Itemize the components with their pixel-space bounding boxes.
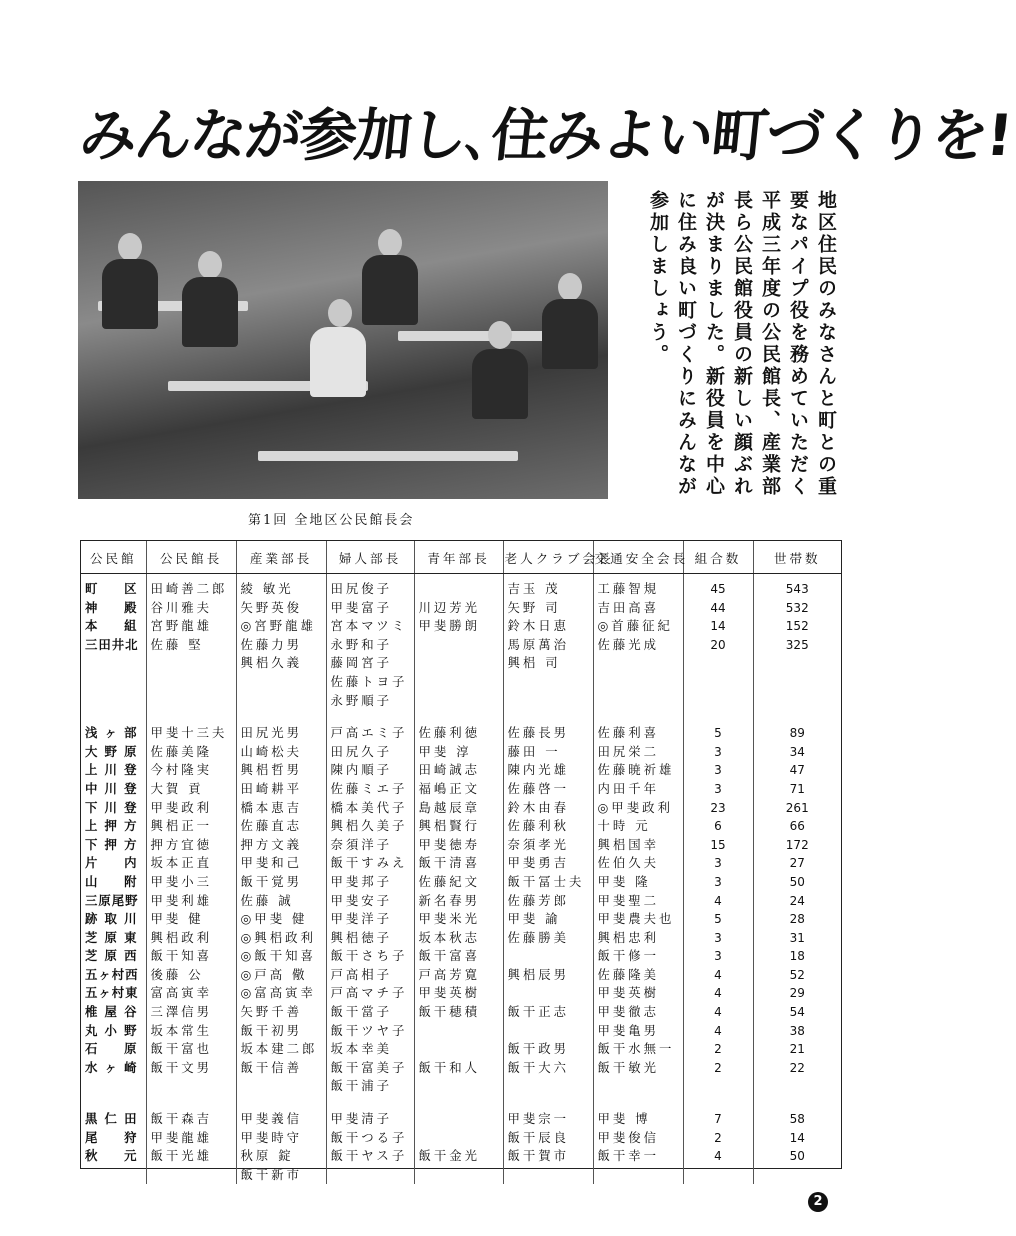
table-row xyxy=(81,1096,841,1129)
count-cell: 3 xyxy=(683,873,753,892)
name-cell: 甲斐 博 xyxy=(593,1096,683,1129)
name-cell: 田尻栄二 xyxy=(593,743,683,762)
column-header: 老人クラブ会長 xyxy=(503,541,593,574)
column-header: 婦人部長 xyxy=(326,541,414,574)
name-cell: 永野和子 藤岡宮子 佐藤トヨ子 永野順子 xyxy=(326,636,414,710)
name-cell: 甲斐 健 xyxy=(146,910,236,929)
count-cell: 50 xyxy=(789,874,805,889)
name-cell: 島越辰章 xyxy=(414,799,503,818)
table-row xyxy=(81,1147,841,1184)
table-row xyxy=(81,873,841,892)
name-cell: ◎首藤征紀 xyxy=(593,617,683,636)
name-cell: 甲斐俊信 xyxy=(593,1129,683,1148)
district-cell: 水ヶ崎 xyxy=(81,1059,146,1096)
district-cell: 丸小野 xyxy=(81,1022,146,1041)
name-cell xyxy=(414,1040,503,1059)
column-header: 公民館 xyxy=(81,541,146,574)
name-cell: 甲斐和己 xyxy=(236,854,326,873)
name-cell: 飯干文男 xyxy=(146,1059,236,1096)
name-cell: 甲斐宗一 xyxy=(503,1096,593,1129)
name-cell: 坂本常生 xyxy=(146,1022,236,1041)
name-cell: 佐藤利秋 xyxy=(503,817,593,836)
name-cell: 佐藤 誠 xyxy=(236,892,326,911)
name-cell: 飯干つる子 xyxy=(326,1129,414,1148)
name-cell: 飯干穂積 xyxy=(414,1003,503,1022)
count-cell: 22 xyxy=(789,1060,805,1075)
count-cell: 2 xyxy=(683,1129,753,1148)
table-row xyxy=(81,1040,841,1059)
name-cell: 甲斐清子 xyxy=(326,1096,414,1129)
name-cell: 甲斐龍雄 xyxy=(146,1129,236,1148)
name-cell: 三澤信男 xyxy=(146,1003,236,1022)
name-cell: 佐伯久夫 xyxy=(593,854,683,873)
count-cell: 15 xyxy=(683,836,753,855)
name-cell: 飯干辰良 xyxy=(503,1129,593,1148)
district-cell: 下川登 xyxy=(81,799,146,818)
name-cell: 矢野 司 xyxy=(503,599,593,618)
name-cell: 飯干修一 xyxy=(593,947,683,966)
count-cell: 18 xyxy=(789,949,805,964)
name-cell: 飯干富喜 xyxy=(414,947,503,966)
table-row xyxy=(81,984,841,1003)
name-cell: 新名春男 xyxy=(414,892,503,911)
name-cell: 甲斐洋子 xyxy=(326,910,414,929)
name-cell xyxy=(503,984,593,1003)
table-row xyxy=(81,1059,841,1096)
name-cell: 田尻久子 xyxy=(326,743,414,762)
name-cell: 佐藤力男 興梠久義 xyxy=(236,636,326,710)
count-cell: 31 xyxy=(789,930,805,945)
table-row xyxy=(81,617,841,636)
officers-table xyxy=(81,541,841,1184)
name-cell: 甲斐義信 xyxy=(236,1096,326,1129)
name-cell: 陳内順子 xyxy=(326,761,414,780)
name-cell: 十時 元 xyxy=(593,817,683,836)
name-cell: 田崎誠志 xyxy=(414,761,503,780)
name-cell: 佐藤美隆 xyxy=(146,743,236,762)
name-cell: 興梠徳子 xyxy=(326,929,414,948)
name-cell: 矢野千善 xyxy=(236,1003,326,1022)
count-cell: 4 xyxy=(683,1147,753,1184)
column-header: 交通安全会長 xyxy=(593,541,683,574)
name-cell xyxy=(414,636,503,710)
name-cell: 飯干ツヤ子 xyxy=(326,1022,414,1041)
count-cell: 28 xyxy=(789,912,805,927)
name-cell: 飯干水無一 xyxy=(593,1040,683,1059)
table-row xyxy=(81,817,841,836)
name-cell: 興梠久美子 xyxy=(326,817,414,836)
name-cell xyxy=(414,1022,503,1041)
district-cell: 中川登 xyxy=(81,780,146,799)
column-header: 世帯数 xyxy=(753,541,841,574)
name-cell: 福嶋正文 xyxy=(414,780,503,799)
name-cell: 戸高エミ子 xyxy=(326,710,414,743)
name-cell: 押方宜徳 xyxy=(146,836,236,855)
name-cell: 佐藤啓一 xyxy=(503,780,593,799)
count-cell: 3 xyxy=(683,761,753,780)
name-cell: 甲斐小三 xyxy=(146,873,236,892)
count-cell: 89 xyxy=(789,726,805,741)
name-cell: 吉玉 茂 xyxy=(503,574,593,599)
name-cell: 押方文義 xyxy=(236,836,326,855)
name-cell: 甲斐徹志 xyxy=(593,1003,683,1022)
name-cell: 飯干敏光 xyxy=(593,1059,683,1096)
name-cell: 飯干富也 xyxy=(146,1040,236,1059)
count-cell: 2 xyxy=(683,1059,753,1096)
name-cell: 富高寅幸 xyxy=(146,984,236,1003)
name-cell: 興梠哲男 xyxy=(236,761,326,780)
table-row xyxy=(81,836,841,855)
name-cell: 興梠政利 xyxy=(146,929,236,948)
name-cell: 甲斐邦子 xyxy=(326,873,414,892)
name-cell: 大賀 貢 xyxy=(146,780,236,799)
district-cell: 町区 xyxy=(81,574,146,599)
count-cell: 66 xyxy=(789,819,805,834)
name-cell: 坂本建二郎 xyxy=(236,1040,326,1059)
name-cell: 興梠忠利 xyxy=(593,929,683,948)
count-cell: 261 xyxy=(785,800,809,815)
district-cell: 石原 xyxy=(81,1040,146,1059)
count-cell: 58 xyxy=(789,1112,805,1127)
count-cell: 325 xyxy=(785,637,809,652)
name-cell: 興梠賢行 xyxy=(414,817,503,836)
name-cell: 佐藤勝美 xyxy=(503,929,593,948)
name-cell: 飯干初男 xyxy=(236,1022,326,1041)
count-cell: 3 xyxy=(683,947,753,966)
name-cell: 甲斐政利 xyxy=(146,799,236,818)
table-row xyxy=(81,799,841,818)
name-cell: 興梠正一 xyxy=(146,817,236,836)
name-cell: 奈須孝光 xyxy=(503,836,593,855)
name-cell: 橋本恵吉 xyxy=(236,799,326,818)
name-cell: 佐藤芳郎 xyxy=(503,892,593,911)
name-cell: 坂本秋志 xyxy=(414,929,503,948)
count-cell: 20 xyxy=(683,636,753,710)
table-row xyxy=(81,574,841,599)
name-cell: 飯干ヤス子 xyxy=(326,1147,414,1184)
name-cell: 鈴木日恵 xyxy=(503,617,593,636)
name-cell: 飯干信善 xyxy=(236,1059,326,1096)
count-cell: 38 xyxy=(789,1023,805,1038)
district-cell: 三原尾野 xyxy=(81,892,146,911)
name-cell: 飯干金光 xyxy=(414,1147,503,1184)
name-cell: 工藤智規 xyxy=(593,574,683,599)
name-cell: 甲斐英樹 xyxy=(414,984,503,1003)
column-header: 産業部長 xyxy=(236,541,326,574)
name-cell: 矢野英俊 xyxy=(236,599,326,618)
page-headline: みんなが参加し､住みよい町づくりを! xyxy=(76,103,1014,169)
district-cell: 片内 xyxy=(81,854,146,873)
table-row xyxy=(81,1003,841,1022)
name-cell: 飯干さち子 xyxy=(326,947,414,966)
count-cell: 4 xyxy=(683,1022,753,1041)
table-row xyxy=(81,966,841,985)
count-cell: 24 xyxy=(789,893,805,908)
name-cell: ◎甲斐 健 xyxy=(236,910,326,929)
name-cell: 飯干和人 xyxy=(414,1059,503,1096)
name-cell: 田崎耕平 xyxy=(236,780,326,799)
name-cell: 甲斐農夫也 xyxy=(593,910,683,929)
meeting-photo xyxy=(78,181,608,499)
name-cell: 甲斐勇吉 xyxy=(503,854,593,873)
intro-text: 地区住民のみなさんと町との重要なパイプ役を務めていただく平成三年度の公民館長、産業部長ら公民館役員の新しい顔ぶれが決まりました。新役員を中心に住み良い町づくりにみんなが参加しましょう。 xyxy=(647,190,837,498)
column-header: 組合数 xyxy=(683,541,753,574)
count-cell: 4 xyxy=(683,984,753,1003)
district-cell: 上川登 xyxy=(81,761,146,780)
name-cell: 飯干光雄 xyxy=(146,1147,236,1184)
name-cell: 佐藤隆美 xyxy=(593,966,683,985)
name-cell: 興梠国幸 xyxy=(593,836,683,855)
table-row xyxy=(81,910,841,929)
count-cell: 50 xyxy=(789,1149,805,1164)
name-cell: 谷川雅夫 xyxy=(146,599,236,618)
name-cell: 鈴木由春 xyxy=(503,799,593,818)
name-cell xyxy=(503,947,593,966)
table-row xyxy=(81,636,841,710)
name-cell: ◎興梠政利 xyxy=(236,929,326,948)
count-cell: 27 xyxy=(789,856,805,871)
count-cell: 6 xyxy=(683,817,753,836)
district-cell: 芝原東 xyxy=(81,929,146,948)
count-cell: 54 xyxy=(789,1005,805,1020)
district-cell: 上押方 xyxy=(81,817,146,836)
name-cell: 甲斐徳寿 xyxy=(414,836,503,855)
table-row xyxy=(81,780,841,799)
name-cell: 今村隆実 xyxy=(146,761,236,780)
district-cell: 神殿 xyxy=(81,599,146,618)
count-cell: 5 xyxy=(683,910,753,929)
district-cell: 五ヶ村西 xyxy=(81,966,146,985)
name-cell: 田尻俊子 xyxy=(326,574,414,599)
name-cell: 佐藤紀文 xyxy=(414,873,503,892)
name-cell: 戸高相子 xyxy=(326,966,414,985)
district-cell: 芝原西 xyxy=(81,947,146,966)
name-cell xyxy=(414,1129,503,1148)
count-cell: 152 xyxy=(785,619,809,634)
name-cell: 飯干幸一 xyxy=(593,1147,683,1184)
count-cell: 543 xyxy=(785,582,809,596)
name-cell: 佐藤暁祈雄 xyxy=(593,761,683,780)
name-cell: 山崎松夫 xyxy=(236,743,326,762)
name-cell: 宮野龍雄 xyxy=(146,617,236,636)
count-cell: 47 xyxy=(789,763,805,778)
count-cell: 172 xyxy=(785,837,809,852)
count-cell: 7 xyxy=(683,1096,753,1129)
count-cell: 3 xyxy=(683,780,753,799)
count-cell: 4 xyxy=(683,966,753,985)
column-header: 公民館長 xyxy=(146,541,236,574)
name-cell: 佐藤利喜 xyxy=(593,710,683,743)
district-cell: 秋元 xyxy=(81,1147,146,1184)
name-cell: 戸高マチ子 xyxy=(326,984,414,1003)
count-cell: 4 xyxy=(683,892,753,911)
name-cell: ◎甲斐政利 xyxy=(593,799,683,818)
name-cell: 吉田高喜 xyxy=(593,599,683,618)
table-row xyxy=(81,743,841,762)
count-cell: 52 xyxy=(789,967,805,982)
name-cell: 飯干清喜 xyxy=(414,854,503,873)
district-cell: 五ヶ村東 xyxy=(81,984,146,1003)
name-cell: 興梠辰男 xyxy=(503,966,593,985)
count-cell: 3 xyxy=(683,854,753,873)
name-cell: 戸高芳寛 xyxy=(414,966,503,985)
name-cell: 飯干知喜 xyxy=(146,947,236,966)
name-cell: 川辺芳光 xyxy=(414,599,503,618)
name-cell: 飯干正志 xyxy=(503,1003,593,1022)
table-row xyxy=(81,947,841,966)
name-cell: 佐藤利徳 xyxy=(414,710,503,743)
name-cell: 甲斐安子 xyxy=(326,892,414,911)
table-row xyxy=(81,1022,841,1041)
name-cell: 佐藤長男 xyxy=(503,710,593,743)
district-cell: 浅ヶ部 xyxy=(81,710,146,743)
name-cell: 佐藤ミエ子 xyxy=(326,780,414,799)
name-cell: 陳内光雄 xyxy=(503,761,593,780)
page-number: 2 xyxy=(808,1192,828,1212)
count-cell: 5 xyxy=(683,710,753,743)
count-cell: 14 xyxy=(683,617,753,636)
district-cell: 下押方 xyxy=(81,836,146,855)
name-cell: ◎宮野龍雄 xyxy=(236,617,326,636)
name-cell: 甲斐富子 xyxy=(326,599,414,618)
name-cell: 甲斐 諭 xyxy=(503,910,593,929)
name-cell: 坂本幸美 xyxy=(326,1040,414,1059)
district-cell: 跡取川 xyxy=(81,910,146,929)
count-cell: 71 xyxy=(789,781,805,796)
district-cell: 大野原 xyxy=(81,743,146,762)
table-row xyxy=(81,761,841,780)
district-cell: 黒仁田 xyxy=(81,1096,146,1129)
name-cell: ◎富高寅幸 xyxy=(236,984,326,1003)
name-cell: 飯干大六 xyxy=(503,1059,593,1096)
table-row xyxy=(81,1129,841,1148)
name-cell: 甲斐十三夫 xyxy=(146,710,236,743)
name-cell: 内田千年 xyxy=(593,780,683,799)
name-cell: 飯干政男 xyxy=(503,1040,593,1059)
name-cell: 田崎善二郎 xyxy=(146,574,236,599)
table-row xyxy=(81,854,841,873)
name-cell xyxy=(414,1096,503,1129)
name-cell: 甲斐 隆 xyxy=(593,873,683,892)
count-cell: 34 xyxy=(789,744,805,759)
name-cell: 宮本マツミ xyxy=(326,617,414,636)
name-cell: 飯干當子 xyxy=(326,1003,414,1022)
name-cell: 田尻光男 xyxy=(236,710,326,743)
table-row xyxy=(81,599,841,618)
table-row xyxy=(81,710,841,743)
count-cell: 14 xyxy=(789,1130,805,1145)
name-cell xyxy=(503,1022,593,1041)
table-header-row xyxy=(81,541,841,574)
name-cell: 秋原 錠 飯干新市 xyxy=(236,1147,326,1184)
district-cell: 山附 xyxy=(81,873,146,892)
count-cell: 4 xyxy=(683,1003,753,1022)
name-cell: 飯干森吉 xyxy=(146,1096,236,1129)
name-cell: 飯干覚男 xyxy=(236,873,326,892)
count-cell: 3 xyxy=(683,929,753,948)
name-cell: 甲斐時守 xyxy=(236,1129,326,1148)
name-cell: 馬原萬治 興梠 司 xyxy=(503,636,593,710)
name-cell: 飯干冨士夫 xyxy=(503,873,593,892)
count-cell: 44 xyxy=(683,599,753,618)
count-cell: 29 xyxy=(789,986,805,1001)
name-cell: 甲斐米光 xyxy=(414,910,503,929)
name-cell: 甲斐利雄 xyxy=(146,892,236,911)
district-cell: 三田井北 xyxy=(81,636,146,710)
count-cell: 532 xyxy=(785,600,809,615)
count-cell: 3 xyxy=(683,743,753,762)
count-cell: 2 xyxy=(683,1040,753,1059)
column-header: 青年部長 xyxy=(414,541,503,574)
table-row xyxy=(81,892,841,911)
name-cell: 甲斐亀男 xyxy=(593,1022,683,1041)
name-cell: 坂本正直 xyxy=(146,854,236,873)
name-cell xyxy=(414,574,503,599)
name-cell: 佐藤直志 xyxy=(236,817,326,836)
name-cell: ◎飯干知喜 xyxy=(236,947,326,966)
name-cell: 綾 敏光 xyxy=(236,574,326,599)
name-cell: 甲斐英樹 xyxy=(593,984,683,1003)
name-cell: 飯干すみえ xyxy=(326,854,414,873)
district-cell: 椎屋谷 xyxy=(81,1003,146,1022)
name-cell: 甲斐聖二 xyxy=(593,892,683,911)
photo-caption: 第1回 全地区公民館長会 xyxy=(248,513,415,528)
name-cell: 奈須洋子 xyxy=(326,836,414,855)
name-cell: 藤田 一 xyxy=(503,743,593,762)
count-cell: 23 xyxy=(683,799,753,818)
name-cell: 佐藤 堅 xyxy=(146,636,236,710)
name-cell: 佐藤光成 xyxy=(593,636,683,710)
district-cell: 本組 xyxy=(81,617,146,636)
count-cell: 21 xyxy=(789,1042,805,1057)
name-cell: 後藤 公 xyxy=(146,966,236,985)
name-cell: 甲斐 淳 xyxy=(414,743,503,762)
district-cell: 尾狩 xyxy=(81,1129,146,1148)
count-cell: 45 xyxy=(683,574,753,599)
name-cell: 甲斐勝朗 xyxy=(414,617,503,636)
officers-table-box xyxy=(80,540,842,1182)
name-cell: ◎戸高 儆 xyxy=(236,966,326,985)
table-row xyxy=(81,929,841,948)
name-cell: 飯干富美子 飯干浦子 xyxy=(326,1059,414,1096)
name-cell: 橋本美代子 xyxy=(326,799,414,818)
name-cell: 飯干賀市 xyxy=(503,1147,593,1184)
